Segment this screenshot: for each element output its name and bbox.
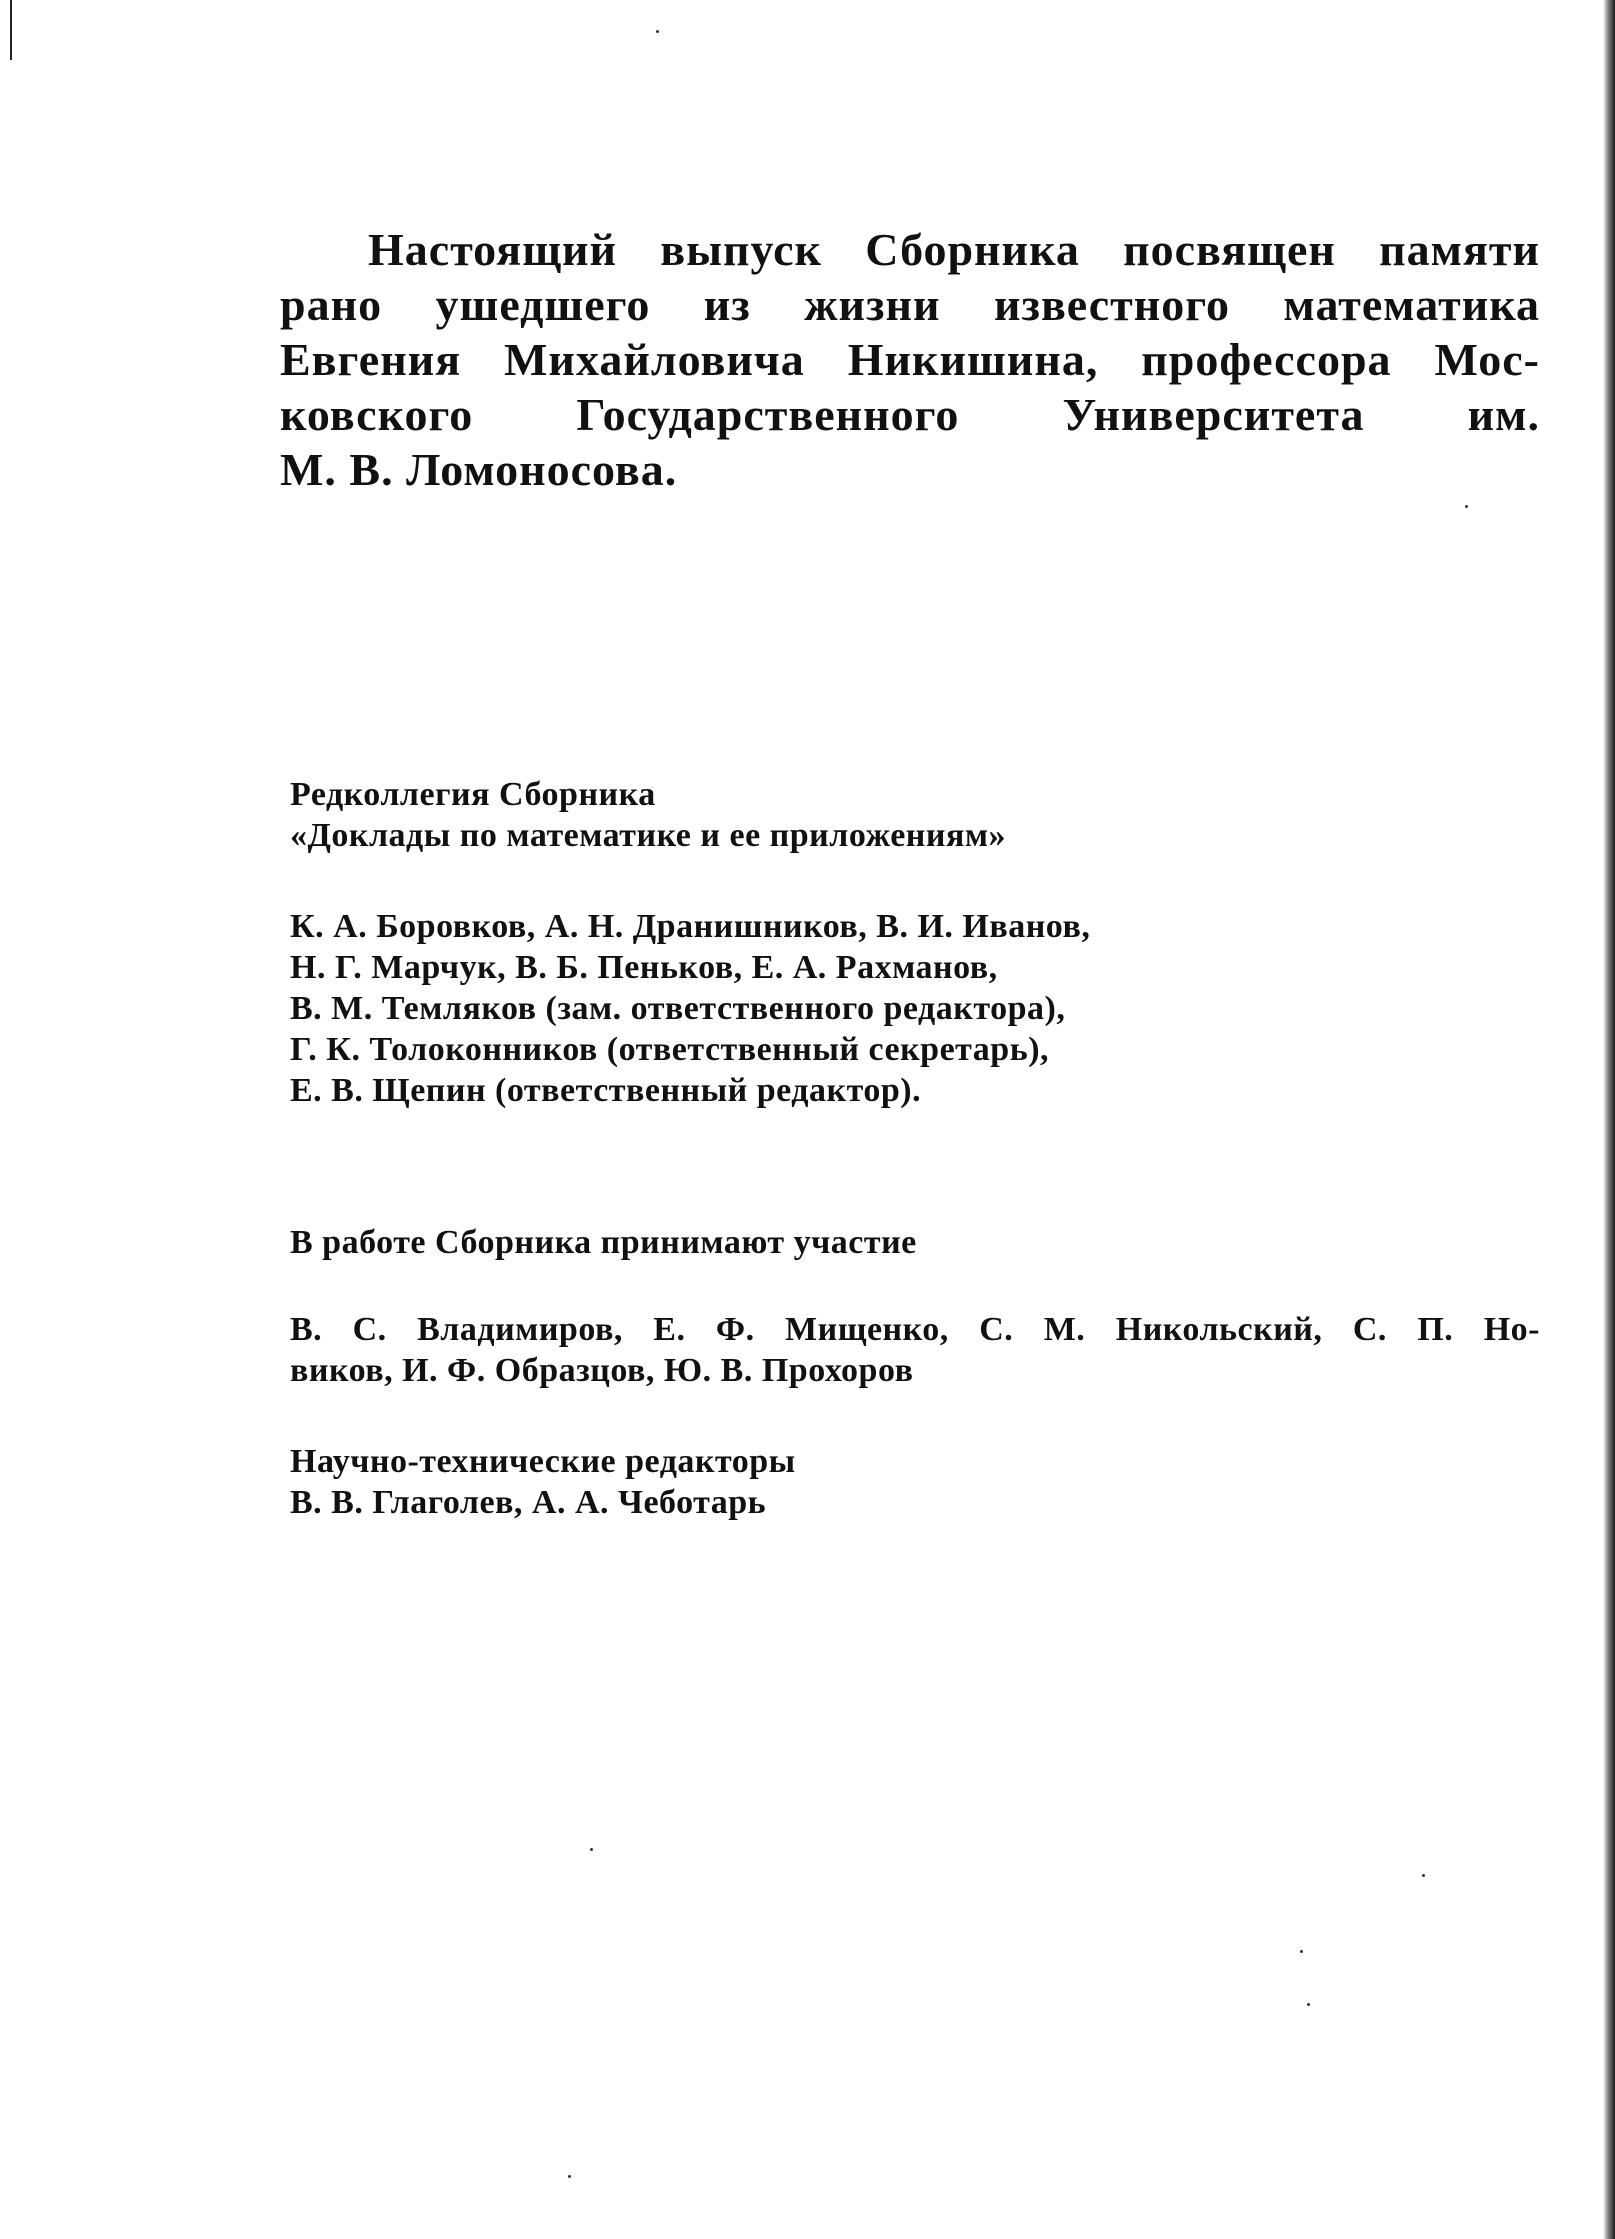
board-member-line: Е. В. Щепин (ответственный редактор). — [290, 1072, 922, 1109]
board-member-line: К. А. Боровков, А. Н. Дранишников, В. И. Иванов, — [290, 908, 1091, 945]
scan-speck — [1307, 2003, 1310, 2006]
scan-edge-left — [0, 0, 12, 60]
tech-editors-names: В. В. Глаголев, А. А. Чеботарь — [290, 1484, 767, 1521]
participants-line: виков, И. Ф. Образцов, Ю. В. Прохоров — [290, 1352, 914, 1389]
tech-editors-heading: Научно-технические редакторы — [290, 1443, 796, 1480]
editorial-board-title — [290, 774, 1006, 856]
technical-editors — [290, 1441, 796, 1523]
dedication-line: Евгения Михайловича Никишина, профессора Мос- — [280, 334, 1540, 385]
dedication-line: ковского Государственного Университета им. — [280, 389, 1540, 440]
scan-speck — [568, 2175, 571, 2178]
board-title-line: «Доклады по математике и ее приложениям» — [290, 817, 1007, 854]
scan-speck — [1422, 1874, 1425, 1877]
scan-speck — [590, 1848, 593, 1851]
board-member-line: Г. К. Толоконников (ответственный секретарь), — [290, 1031, 1050, 1068]
participants-list — [290, 1309, 1540, 1391]
scan-speck — [1465, 505, 1468, 508]
editorial-board-members — [290, 906, 1090, 1111]
dedication-paragraph — [280, 222, 1540, 497]
board-title-line: Редколлегия Сборника — [290, 776, 656, 813]
scan-speck — [656, 30, 659, 33]
scan-speck — [1300, 1950, 1303, 1953]
participation-heading-text: В работе Сборника принимают участие — [290, 1224, 917, 1261]
participation-heading — [290, 1222, 917, 1263]
board-member-line: В. М. Темляков (зам. ответственного редактора), — [290, 990, 1066, 1027]
dedication-line: М. В. Ломоносова. — [280, 444, 678, 495]
dedication-line: Настоящий выпуск Сборника посвящен памяти — [368, 224, 1540, 275]
participants-line: В. С. Владимиров, Е. Ф. Мищенко, С. М. Никольский, С. П. Но- — [290, 1311, 1540, 1348]
scan-edge-right — [1603, 0, 1615, 2239]
dedication-line: рано ушедшего из жизни известного математика — [280, 279, 1540, 330]
board-member-line: Н. Г. Марчук, В. Б. Пеньков, Е. А. Рахманов, — [290, 949, 998, 986]
